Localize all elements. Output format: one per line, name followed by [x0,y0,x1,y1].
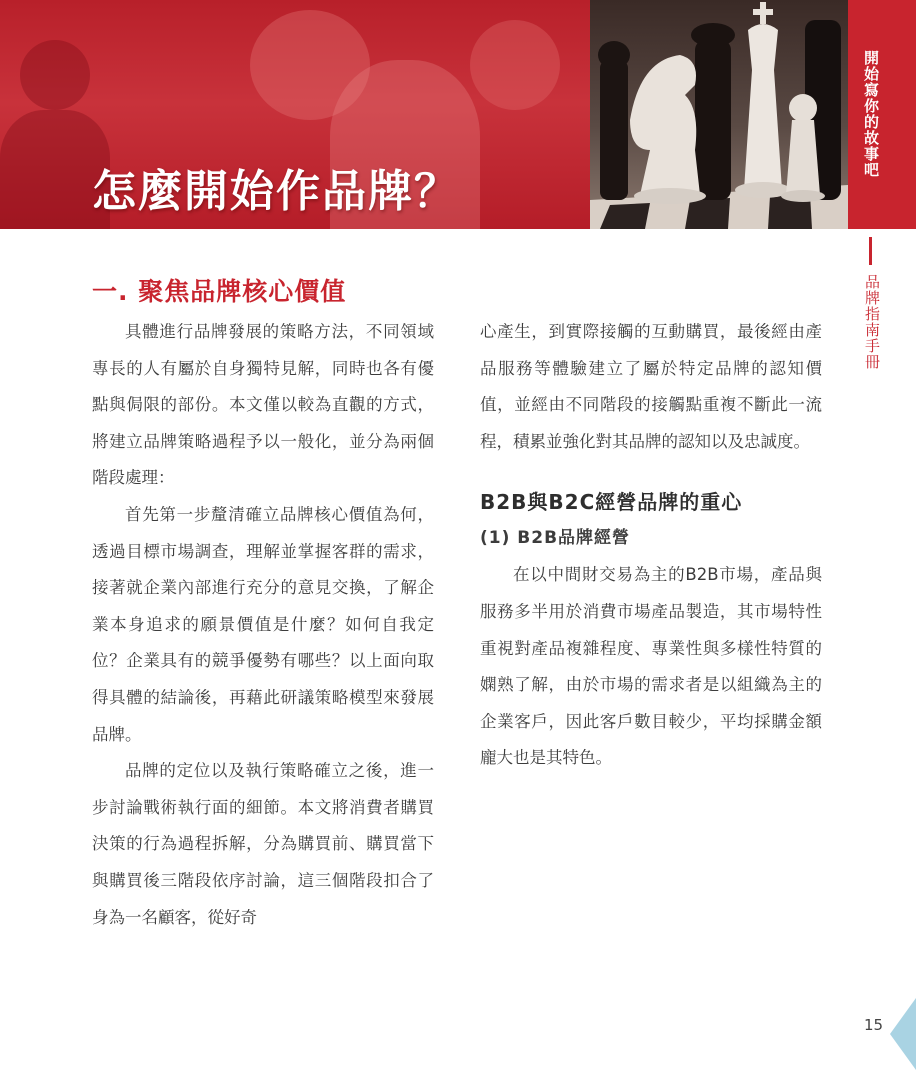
chess-pieces-illustration [590,0,848,229]
left-column [92,314,434,936]
right-column [480,314,822,777]
ghost-piece [470,20,560,110]
page-number: 15 [864,1016,884,1034]
page-corner-tab-icon [890,998,916,1070]
paragraph: 具體進行品牌發展的策略方法，不同領域專長的人有屬於自身獨特見解，同時也各有優點與侷限的部份。本文僅以較為直觀的方式，將建立品牌策略過程予以一般化，並分為兩個階段處理： [92,322,434,488]
subheading: B2B與B2C經營品牌的重心 [480,490,743,515]
paragraph: 在以中間財交易為主的B2B市場，產品與服務多半用於消費市場產品製造，其市場特性重視對產品複雜程度、專業性與多樣性特質的嫻熟了解，由於市場的需求者是以組織為主的企業客戶，因此客戶數目較少，平均採購金額龐大也是其特色。 [480,565,822,768]
paragraph-continuation: 心產生，到實際接觸的互動購買，最後經由產品服務等體驗建立了屬於特定品牌的認知價值，並經由不同階段的接觸點重複不斷此一流程，積累並強化對其品牌的認知以及忠誠度。 [480,322,822,451]
section-heading: 一. 聚焦品牌核心價值 [92,277,347,306]
side-divider [869,237,872,265]
side-guide-text: 品牌指南手冊 [863,274,881,370]
paragraph: 首先第一步釐清確立品牌核心價值為何，透過目標市場調查，理解並掌握客群的需求，接著就企業內部進行充分的意見交換，了解企業本身追求的願景價值是什麼？如何自我定位？企業具有的競爭優勢有哪些？以上面向取得具體的結論後，再藉此研議策略模型來發展品牌。 [92,504,434,744]
side-band-text: 開始寫你的故事吧 [862,50,880,178]
page-title: 怎麼開始作品牌？ [92,166,460,217]
chess-pieces-photo [590,0,848,229]
ghost-pawn-head [20,40,90,110]
subsubheading: (1) B2B品牌經營 [480,528,631,549]
paragraph: 品牌的定位以及執行策略確立之後，進一步討論戰術執行面的細節。本文將消費者購買決策的行為過程拆解，分為購買前、購買當下與購買後三階段依序討論，這三個階段扣合了身為一名顧客，從好奇 [92,761,434,927]
side-band [848,0,916,229]
